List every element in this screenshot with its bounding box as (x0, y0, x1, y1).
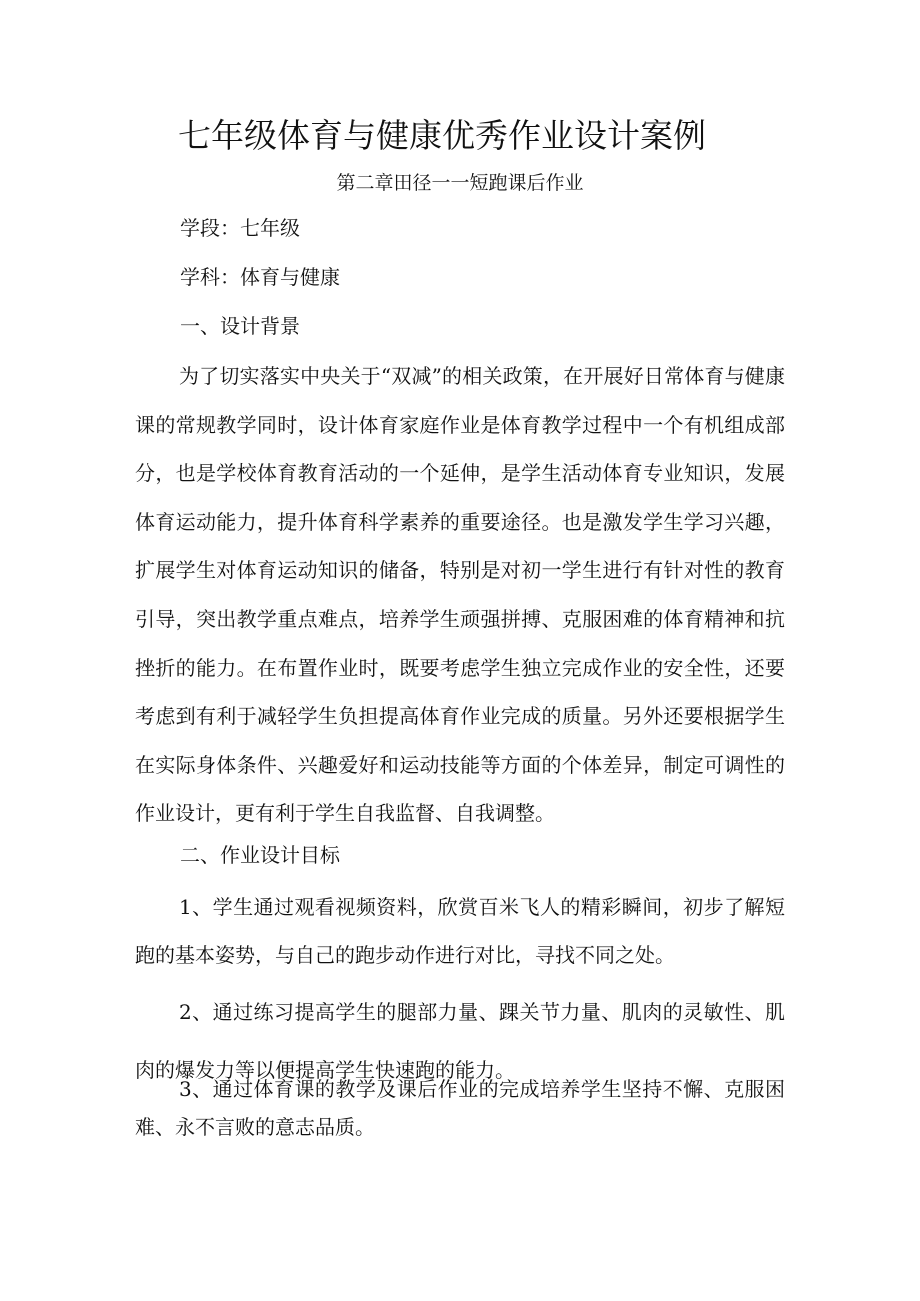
section2-heading: 二、作业设计目标 (180, 843, 340, 867)
goal-item-2: 2、通过练习提高学生的腿部力量、踝关节力量、肌肉的灵敏性、肌肉的爆发力等以便提高学生快速跑的能力。 (135, 1000, 785, 1082)
document-title: 七年级体育与健康优秀作业设计案例 (178, 116, 706, 155)
goal-item-3: 3、通过体育课的教学及课后作业的完成培养学生坚持不懈、克服困难、永不言败的意志品质。 (135, 1077, 785, 1139)
goal-item-1: 1、学生通过观看视频资料，欣赏百米飞人的精彩瞬间，初步了解短跑的基本姿势，与自己的跑步动作进行对比，寻找不同之处。 (135, 895, 785, 967)
document-subtitle: 第二章田径一一短跑课后作业 (336, 172, 584, 194)
stage-field: 学段：七年级 (180, 216, 300, 240)
section1-heading: 一、设计背景 (180, 314, 300, 338)
subject-field: 学科：体育与健康 (180, 265, 340, 289)
section1-body: 为了切实落实中央关于“双减”的相关政策，在开展好日常体育与健康课的常规教学同时，设计体育家庭作业是体育教学过程中一个有机组成部分，也是学校体育教育活动的一个延伸，是学生活动体育专业知识，发展体育运动能力，提升体育科学素养的重要途径。也是激发学生学习兴趣，扩展学生对体育运动知识的储备，特别是对初一学生进行有针对性的教育引导，突出教学重点难点，培养学生顽强拼搏、克服困难的体育精神和抗挫折的能力。在布置作业时，既要考虑学生独立完成作业的安全性，还要考虑到有利于减轻学生负担提高体育作业完成的质量。另外还要根据学生在实际身体条件、兴趣爱好和运动技能等方面的个体差异，制定可调性的作业设计，更有利于学生自我监督、自我调整。 (135, 364, 785, 826)
